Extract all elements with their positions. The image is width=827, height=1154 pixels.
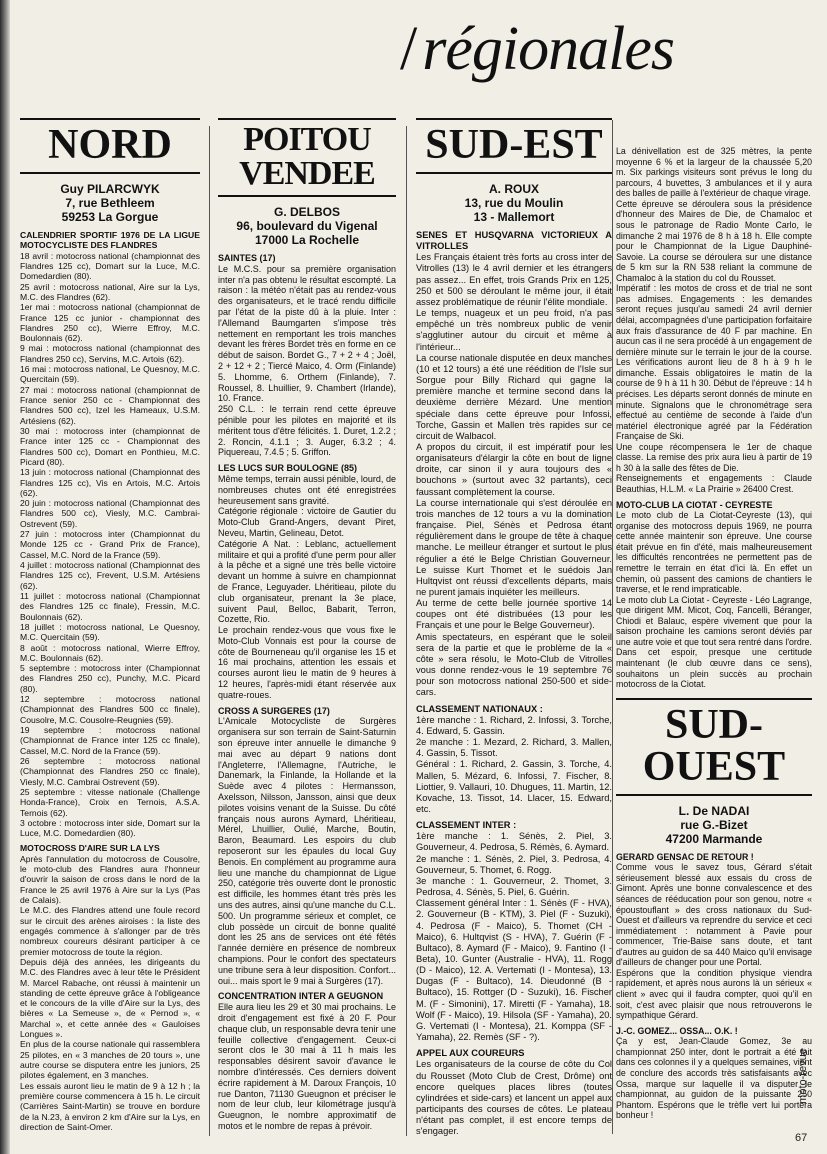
article-paragraph: 9 mai : motocross national (championnat des Flandres 250 cc), Servins, M.C. Artois (62). bbox=[20, 343, 200, 364]
correspondent-contact bbox=[20, 182, 200, 224]
article-paragraph: 27 mai : motocross national (championnat de France senior 250 cc - Championnat des Flandres 500 cc), Izel les Hameaux, U.S.M. Artésiens (62). bbox=[20, 384, 200, 426]
article-paragraph: 2e manche : 1. Sénès, 2. Piel, 3. Pedrosa, 4. Gouverneur, 5. Thomet, 6. Rogg. bbox=[416, 853, 612, 875]
article-subheading: CALENDRIER SPORTIF 1976 DE LA LIGUE MOTOCYCLISTE DES FLANDRES bbox=[20, 230, 200, 251]
article-paragraph: Les Français étaient très forts au cross inter de Vitrolles (13) le 4 avril dernier et les étrangers pas assez... En effet, trois Grands Prix en 125, 250 et 500 se déroulant le même jour, il était assez problématique de réunir l'élite mondiale. bbox=[416, 252, 612, 307]
correspondent-city: 59253 La Gorgue bbox=[61, 210, 159, 224]
article-paragraph: 25 avril : motocross national, Aire sur la Lys, M.C. des Flandres (62). bbox=[20, 281, 200, 302]
correspondent-name: Guy PILARCWYK bbox=[60, 182, 160, 196]
correspondent-contact bbox=[416, 182, 612, 224]
region-heading-poitou-vendee: POITOU VENDEE bbox=[218, 118, 396, 197]
article-paragraph: En plus de la course nationale qui rassemblera 25 pilotes, en « 3 manches de 20 tours », une autre course se disputera entre les juniors, 25 pilotes également, en 3 manches. bbox=[20, 1039, 200, 1081]
article-paragraph: 1ère manche : 1. Sénès, 2. Piel, 3. Gouverneur, 4. Pedrosa, 5. Rémès, 6. Aymard. bbox=[416, 831, 612, 853]
article-paragraph: Les essais auront lieu le matin de 9 à 12 h ; la première course commencera à 15 h. Le circuit (Carrières Saint-Martin) se trouve en bordure de la N.23, à environ 2 km d'Aire sur la Lys, en direction de Saint-Omer. bbox=[20, 1080, 200, 1132]
article-paragraph: Espérons que la condition physique viendra rapidement, et après nous aurons là un sérieux « client » avec qui il faudra compter, quoi qu'il en soit, c'est avec plaisir que nous retrouverons le sympathique Gérard. bbox=[616, 967, 812, 1021]
article-paragraph: 8 août : motocross national, Wierre Effroy, M.C. Boulonnais (62). bbox=[20, 642, 200, 663]
article-paragraph: 16 mai : motocross national, Le Quesnoy, M.C. Quercitain (59). bbox=[20, 364, 200, 385]
article-paragraph: Renseignements et engagements : Claude Beauthias, H.L.M. « La Prairie » 26400 Crest. bbox=[616, 473, 812, 494]
article-subheading: CROSS A SURGERES (17) bbox=[218, 705, 330, 716]
article-subheading: MOTOCROSS D'AIRE SUR LA LYS bbox=[20, 843, 160, 854]
banner-title: régionales bbox=[422, 15, 674, 83]
article-paragraph: Le moto club de La Ciotat-Ceyreste (13), qui organise des motocross depuis 1969, ne pourra cette année maintenir son épreuve. Une course était prévue en fin d'été, mais malheureusement les difficultés rencontrées ne permettent pas de remettre le terrain en état d'ici là. En effet un chemin, où passent des camions de chantiers le traverse, et le rend impraticable. bbox=[616, 510, 812, 595]
article-paragraph: 12 septembre : motocross national (Championnat des Flandres 500 cc finale), Cousolre, M.C. Cousolre-Reugnies (59). bbox=[20, 694, 200, 725]
region-heading-sud-est: SUD-EST bbox=[416, 118, 612, 174]
article-paragraph: Le M.C. des Flandres attend une foule record sur le circuit des arènes airoises : la liste des engagés commence à s'allonger par de très nombreux coureurs désirant participer à ce premier motocross de toute la région. bbox=[20, 905, 200, 957]
article-subheading: CONCENTRATION INTER A GEUGNON bbox=[218, 991, 384, 1002]
article-paragraph: Elle aura lieu les 29 et 30 mai prochains. Le droit d'engagement est fixé à 20 F. Pour chaque club, un responsable devra tenir une feuille collective d'engagement. Ceux-ci seront clos le 30 mai à 11 h mais les responsables désirent savoir d'avance le nombre d'intéressés. Ces derniers doivent écrire rapidement à M. Daroux François, 10 rue Danton, 71130 Gueugnon et préciser le nom de leur club, leur kilométrage jusqu'à Gueugnon, le nombre approximatif de motos et le nombre de repas à prévoir. bbox=[218, 1002, 396, 1131]
article-paragraph: Depuis déjà des années, les dirigeants du M.C. des Flandres avec à leur tête le Président M. Marcel Rabache, ont réussi à maintenir un standing de cette épreuve grâce à l'obligeance et le concours de la ville d'Aire sur la Lys, des bières « La Semeuse », de « Pernod », « Marchal », et cette année des « Gauloises Longues ». bbox=[20, 956, 200, 1040]
article-paragraph: 1er mai : motocross national (championnat de France 125 cc junior - championnat des Flandres 250 cc), Wierre Effroy, M.C. Boulonnais (62). bbox=[20, 302, 200, 344]
correspondent-street: rue G.-Bizet bbox=[680, 817, 748, 832]
correspondent-street: 13, rue du Moulin bbox=[464, 196, 564, 210]
article-paragraph: 20 juin : motocross national (Championnat des Flandres 500 cc), Viesly, M.C. Cambrai-Ostrevent (59). bbox=[20, 498, 200, 529]
article-paragraph: La course internationale qui s'est déroulée en trois manches de 12 tours a vu la domination française. Piel, Sénès et Pedrosa étant régulièrement dans le groupe de tête à chaque manche. Le meilleur étranger et surtout le plus régulier a été le Belge Christian Gouverneur. Le suisse Kurt Thomet et le suédois Jan Hultqvist ont réussi d'excellents départs, mais ne purent jamais inquiéter les meilleurs. bbox=[416, 497, 612, 597]
article-paragraph: 30 mai : motocross inter (championnat de France inter 125 cc - Championnat des Flandres 500 cc), Domart en Ponthieu, M.C. Picard (80). bbox=[20, 425, 200, 467]
correspondent-city: 13 - Mallemort bbox=[473, 210, 555, 224]
article-paragraph: 3 octobre : motocross inter side, Domart sur la Luce, M.C. Domedardien (80). bbox=[20, 817, 200, 839]
article-paragraph: Général : 1. Richard, 2. Gassin, 3. Torche, 4. Mallen, 5. Mézard, 6. Infossi, 7. Fischer, 8. Liottier, 9. Vallauri, 10. Dhugues, 11. Martin, 12. Kovache, 13. Tissot, 14. Llacer, 15. Edward, etc. bbox=[416, 759, 612, 814]
column-nord bbox=[20, 118, 200, 1132]
correspondent-name: L. De NADAI bbox=[678, 803, 750, 818]
column-poitou-vendee bbox=[218, 118, 396, 1132]
article-paragraph: Catégorie régionale : victoire de Gautier du Moto-Club Grand-Angers, devant Piret, Neveu, Martin, Gelineau, Detot. bbox=[218, 506, 396, 538]
article-paragraph: Classement général Inter : 1. Sénès (F - HVA), 2. Gouverneur (B - KTM), 3. Piel (F - Suzuki), 4. Pedrosa (F - Maico), 5. Thomet (CH - Maico), 6. Hultqvist (S - HVA), 7. Guérin (F - Bultaco), 8. Aymard (F - Maico), 9. Fantino (I - Beta), 10. Gunter (Australie - HVA), 11. Rogg (D - Maico), 12. A. Vertemati (I - Montesa), 13. Dugas (F - Bultaco), 14. Dieudonné (B - Bultaco), 15. Rottger (D - Suzuki), 16. Fischer M. (F - Simonini), 17. Miretti (F - Yamaha), 18. Wolf (F - Maico), 19. Hilsola (SF - Yamaha), 20. G. Vertemati (I - Montesa), 21. Komppa (SF - Yamaha), 22. Remès (SF - ?). bbox=[416, 898, 612, 1043]
column-sud-est bbox=[416, 118, 612, 1138]
article-paragraph: 5 septembre : motocross inter (Championnat des Flandres 250 cc), Punchy, M.C. Picard (80). bbox=[20, 663, 200, 694]
article-body bbox=[416, 230, 612, 1138]
page-number: 67 bbox=[795, 1132, 808, 1144]
correspondent-street: 7, rue Bethleem bbox=[65, 196, 155, 210]
correspondent-name: A. ROUX bbox=[488, 182, 539, 196]
correspondent-name: G. DELBOS bbox=[273, 205, 340, 219]
article-paragraph: Amis spectateurs, en espérant que le soleil sera de la partie et que le problème de la « côte » sera résolu, le Moto-Club de Vitrolles vous donne rendez-vous le 19 septembre 76 pour son motocross national 250-500 et side-cars. bbox=[416, 631, 612, 698]
article-paragraph: Le temps, nuageux et un peu froid, n'a pas empêché un très nombreux public de venir s'agglutiner autour du circuit et même à l'intérieur... bbox=[416, 308, 612, 352]
article-paragraph: Ça y est, Jean-Claude Gomez, 3e au championnat 250 inter, dont le portrait a été fait dans ces colonnes il y a quelques semaines, vient de conclure des accords très satisfaisants avec Ossa, marque sur laquelle il va disputer le championnat, au guidon de la puissante 250 Phantom. Espérons que le trèfle vert lui portera bonheur ! bbox=[616, 1036, 812, 1121]
column-divider bbox=[406, 126, 407, 1136]
article-paragraph: 27 juin : motocross inter (Championnat du Monde 125 cc - Grand Prix de France), Cassel, M.C. Nord de la France (59). bbox=[20, 529, 200, 560]
article-paragraph: Les organisateurs de la course de côte du Col du Rousset (Moto Club de Crest, Drôme) ont encore quelques places libres (toutes cylindrées et side-cars) et lancent un appel aux participants des courses de côtes. Le plateau n'étant pas complet, il est encore temps de s'engager. bbox=[416, 1059, 612, 1137]
article-paragraph: Cette épreuve se déroulera sous la présidence d'honneur des Maires de Die, de Chamaloc et sous le patronage de Radio Monte Carlo, le dimanche 2 mai 1976 de 8 h à 18 h. Elle compte pour le Championnat de la Ligue Dauphiné-Savoie. La course se déroulera sur une distance de 5 km sur la RN 538 reliant la commune de Chamaloc à la station du col du Rousset. bbox=[616, 198, 812, 283]
correspondent-city: 17000 La Rochelle bbox=[254, 233, 360, 247]
article-subheading: SAINTES (17) bbox=[218, 253, 276, 263]
magazine-name: moto-revue bbox=[796, 1048, 809, 1104]
article-paragraph: 25 septembre : vitesse nationale (Challenge Honda-France), Croix en Ternois, A.S.A. Ternois (62). bbox=[20, 786, 200, 818]
article-paragraph: Même temps, terrain aussi pénible, lourd, de nombreuses chutes ont été enregistrées heureusement sans gravité. bbox=[218, 473, 396, 506]
article-paragraph: Impératif : les motos de cross et de trial ne sont pas admises. Engagements : les demandes seront reçues jusqu'au samedi 24 avril dernier délai, accompagnées d'une participation forfaitaire aux frais d'assurance de 40 F par machine. En aucun cas il ne sera procédé à un engagement de dernière minute sur le terrain le jour de la course. Les vérifications auront lieu de 8 h à 9 h le dimanche. Essais obligatoires le matin de la course de 9 h à 11 h 30. Début de l'épreuve : 14 h précises. Les départs seront donnés de minute en minute. Signalons que le chronométrage sera effectué au centième de seconde à l'aide d'un matériel électronique agréé par la Fédération Française de Ski. bbox=[616, 283, 812, 442]
article-subheading: SENES ET HUSQVARNA VICTORIEUX A VITROLLES bbox=[416, 230, 612, 252]
article-paragraph: L'Amicale Motocycliste de Surgères organisera sur son terrain de Saint-Saturnin son épreuve inter annuelle le dimanche 9 mai avec au départ 9 nations dont l'Angleterre, l'Allemagne, l'Autriche, le Danemark, la Finlande, la Hollande et la Suède avec 4 pilotes : Hermansson, Axelsson, Nilsson, Jansson, ainsi que deux pilotes voisins venant de la Suisse. Du côté français nous aurons Aymard, Lhéritieau, Mérel, Lhuillier, Oulié, Marche, Boutin, Baron, Beaumard. Les espoirs du club reposeront sur les épaules du local Guy Benois. En complément au programme aura lieu une manche du championnat de Ligue 250, catégorie très ouverte dont le pronostic est difficile, les hommes étant très près les uns des autres, ainsi qu'une manche du C.L. 500. Un programme sérieux et complet, ce club possède un circuit de bonne qualité dont les 25 ans de services ont été fêtés l'année dernière en présence de nombreux champions. Pour le confort des spectateurs une tribune sera à leur disposition. Confort... oui... mais sport le 9 mai à Surgères (17). bbox=[218, 716, 396, 986]
column-divider bbox=[209, 126, 210, 1136]
article-paragraph: 1ère manche : 1. Richard, 2. Infossi, 3. Torche, 4. Edward, 5. Gassin. bbox=[416, 714, 612, 736]
article-paragraph: 19 septembre : motocross national (Championnat de France inter 125 cc finale), Cassel, M.C. Nord de la France (59). bbox=[20, 725, 200, 756]
article-paragraph: 26 septembre : motocross national (Championnat des Flandres 250 cc finale), Viesly, M.C. Cambrai Ostrevent (59). bbox=[20, 755, 200, 787]
article-paragraph: Au terme de cette belle journée sportive 14 coupes ont été distribuées (13 pour les Français et une pour le Belge Gouverneur). bbox=[416, 598, 612, 631]
article-subheading: MOTO-CLUB LA CIOTAT - CEYRESTE bbox=[616, 499, 773, 510]
article-paragraph: Comme vous le savez tous, Gérard s'était sérieusement blessé aux essais du cross de Gimont. Après une bonne convalescence et des séances de rééducation pour son genou, notre « époustouflant » des cross nationaux du Sud-Ouest et d'ailleurs va reprendre du service et ceci immédiatement : notamment à Pavie pour commencer, Trie-Baise sans doute, et tant d'autres au guidon de sa 440 Maico qu'il envisage d'ailleurs de changer pour une Portal. bbox=[616, 862, 812, 968]
article-paragraph: 3e manche : 1. Gouverneur, 2. Thomet, 3. Pedrosa, 4. Sénès, 5. Piel, 6. Guérin. bbox=[416, 875, 612, 898]
article-paragraph: Le M.C.S. pour sa première organisation inter n'a pas obtenu le résultat escompté. La raison : la météo n'était pas au rendez-vous des organisateurs, et le tracé rendu difficile par l'état de la piste dû à la pluie. Inter : l'Allemand Baumgarten s'impose très nettement en remportant les trois manches devant les frères Bordet très en forme en ce début de saison. Bordet G., 7 + 2 + 4 ; Joël, 2 + 12 + 2 ; Tiercé Maico, 4. Orm (Finlande) 5. Lhomme, 6. Orthem (Finlande), 7. Roussel, 8. Lhuillier, 9. Chambert (Irlande), 10. France. bbox=[218, 263, 396, 404]
correspondent-contact bbox=[218, 205, 396, 247]
article-paragraph: A propos du circuit, il est impératif pour les organisateurs d'élargir la côte en bout de ligne droite, car sinon il y aura toujours des « bouchons » (surtout avec 32 partants), ceci faussant complètement la course. bbox=[416, 441, 612, 497]
article-paragraph: La course nationale disputée en deux manches (10 et 12 tours) a été une réédition de l'Isle sur Sorgue pour Billy Richard qui gagne la première manche et termine second dans la deuxième derrière Mézard. Une mention spéciale dans cette épreuve pour Infossi, Torche, Gassin et Mallen très rapides sur ce circuit de Walbacol. bbox=[416, 352, 612, 441]
article-subheading: APPEL AUX COUREURS bbox=[416, 1048, 525, 1059]
section-banner bbox=[400, 14, 800, 110]
correspondent-contact bbox=[616, 804, 812, 846]
column-divider bbox=[612, 120, 613, 1134]
article-paragraph: 18 juillet : motocross national, Le Quesnoy, M.C. Quercitain (59). bbox=[20, 621, 200, 643]
banner-slash: / bbox=[400, 15, 417, 83]
article-subheading: GERARD GENSAC DE RETOUR ! bbox=[616, 851, 754, 862]
article-paragraph: La dénivellation est de 325 mètres, la pente moyenne 6 % et la largeur de la chaussée 5,20 m. Six parkings visiteurs sont prévus le long du parcours, 4 buvettes, 3 ambulances et il y aura des balles de paille à l'extérieur de chaque virage. bbox=[616, 146, 812, 199]
article-subheading: J.-C. GOMEZ... OSSA... O.K. ! bbox=[616, 1025, 738, 1036]
article-paragraph: 11 juillet : motocross national (Championnat des Flandres 125 cc finale), Fressin, M.C. Boulonnais (62). bbox=[20, 590, 200, 622]
column-sud-est-continued bbox=[616, 146, 812, 1121]
correspondent-street: 96, boulevard du Vigenal bbox=[236, 219, 378, 233]
correspondent-city: 47200 Marmande bbox=[665, 831, 763, 846]
article-paragraph: Une coupe récompensera le 1er de chaque classe. La remise des prix aura lieu à partir de 19 h 30 à la salle des fêtes de Die. bbox=[616, 441, 812, 473]
article-paragraph: Après l'annulation du motocross de Cousolre, le moto-club des Flandres aura l'honneur d'ouvrir la saison de cross dans le nord de la France le 25 avril 1976 à Aire sur la Lys (Pas de Calais). bbox=[20, 853, 200, 905]
region-heading-nord: NORD bbox=[20, 118, 200, 174]
article-subheading: CLASSEMENT NATIONAUX : bbox=[416, 703, 543, 714]
page-binding-shadow bbox=[0, 0, 10, 1154]
article-paragraph: Le moto club La Ciotat - Ceyreste - Léo Lagrange, que dirigent MM. Micot, Coq, Fancelli, Béranger, Chiodi et Balauc, espère vivement que pour la saison prochaine les camions seront déviés par une autre voie et que tout sera rentré dans l'ordre. Dans cet espoir, presque une certitude maintenant (le club œuvre dans ce sens), souhaitons un plein succès au prochain motocross de la Ciotat. bbox=[616, 594, 812, 690]
article-body bbox=[20, 230, 200, 1132]
article-body bbox=[616, 852, 812, 1121]
article-paragraph: Le prochain rendez-vous que vous fixe le Moto-Club Vonnais est pour la course de côte de Bourneneau qu'il organise les 15 et 16 mai prochains, attention les essais et courses auront lieu le matin de 9 heures à 12 heures, l'après-midi étant réservée aux quatre-roues. bbox=[218, 625, 396, 700]
article-body bbox=[616, 146, 812, 690]
article-paragraph: 250 C.L. : le terrain rend cette épreuve pénible pour les pilotes en majorité et ils méritent tous d'être félicités. 1. Duret, 1.2.2 ; 2. Roncin, 4.1.1 ; 3. Auger, 6.3.2 ; 4. Piquereau, 7.4.5 ; 5. Griffon. bbox=[218, 404, 396, 458]
article-paragraph: 4 juillet : motocross national (Championnat des Flandres 125 cc), Frevent, U.S.M. Artésiens (62). bbox=[20, 560, 200, 591]
article-paragraph: 2e manche : 1. Mezard, 2. Richard, 3. Mallen, 4. Gassin, 5. Tissot. bbox=[416, 737, 612, 759]
article-paragraph: 13 juin : motocross national (Championnat des Flandres 125 cc), Vis en Artois, M.C. Artois (62). bbox=[20, 467, 200, 498]
article-subheading: CLASSEMENT INTER : bbox=[416, 820, 517, 831]
region-heading-sud-ouest: SUD-OUEST bbox=[616, 698, 812, 796]
article-paragraph: Catégorie A Nat. : Leblanc, actuellement militaire et qui a profité d'une perm pour aller à la pêche et a signé une très belle victoire devant un homme à suivre en championnat de France, Leguyader. Lhéritieau, pilote du club organisateur, prenant la 3e place, suivent Paul, Belloc, Babarit, Terron, Cozette, Rio. bbox=[218, 538, 396, 625]
article-body bbox=[218, 253, 396, 1132]
article-subheading: LES LUCS SUR BOULOGNE (85) bbox=[218, 463, 358, 474]
article-paragraph: 18 avril : motocross national (championnat des Flandres 125 cc), Domart sur la Luce, M.C. Domedardien (80). bbox=[20, 250, 200, 282]
